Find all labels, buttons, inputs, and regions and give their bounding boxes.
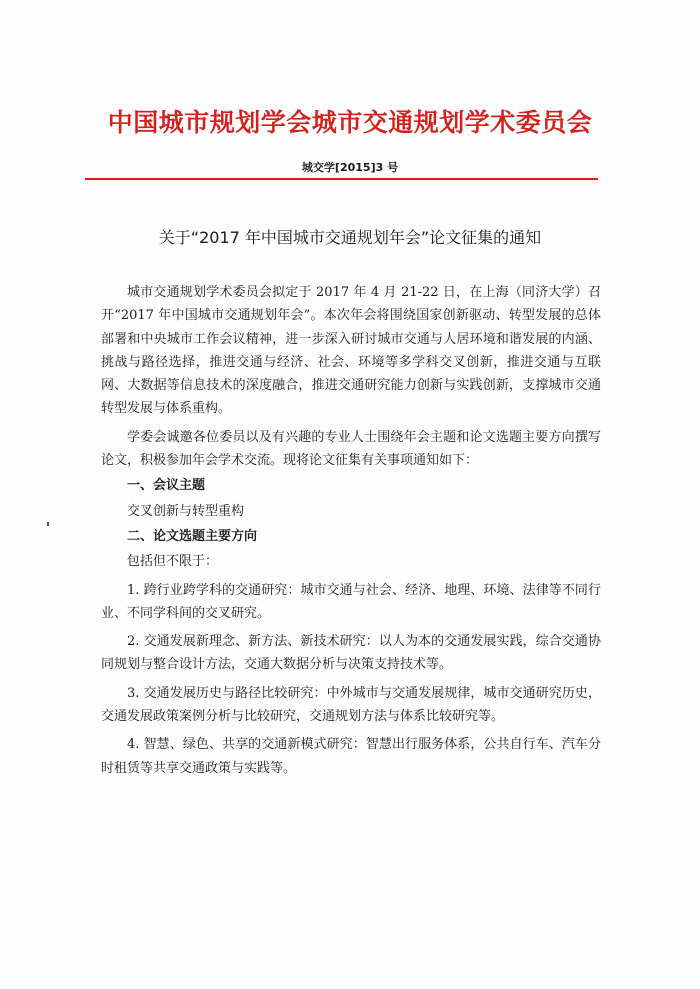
organization-title: 中国城市规划学会城市交通规划学术委员会: [107, 108, 593, 137]
document-number: 城交学[2015]3 号: [301, 161, 399, 174]
section-heading-topics: 二、论文选题主要方向: [127, 528, 258, 544]
document-body: [101, 281, 601, 780]
section-heading-theme: 一、会议主题: [127, 478, 206, 494]
scan-speck: [47, 522, 49, 526]
notice-title: 关于“2017 年中国城市交通规划年会”论文征集的通知: [158, 228, 542, 247]
topic-item-3: 3. 交通发展历史与路径比较研究：中外城市与交通发展规律，城市交通研究历史，交通发展政策案例分析与比较研究，交通规划方法与体系比较研究等。: [101, 685, 601, 725]
topics-lead: 包括但不限于：: [127, 554, 219, 570]
topic-item-2: 2. 交通发展新理念、新方法、新技术研究：以人为本的交通发展实践，综合交通协同规划与整合设计方法，交通大数据分析与决策支持技术等。: [101, 634, 601, 673]
topic-item-1: 1. 跨行业跨学科的交通研究：城市交通与社会、经济、地理、环境、法律等不同行业、不同学科间的交叉研究。: [101, 582, 601, 621]
invitation-paragraph: 学委会诚邀各位委员以及有兴趣的专业人士围绕年会主题和论文选题主要方向撰写论文，积极参加年会学术交流。现将论文征集有关事项通知如下：: [101, 429, 601, 469]
theme-text: 交叉创新与转型重构: [127, 503, 245, 519]
topic-item-4: 4. 智慧、绿色、共享的交通新模式研究：智慧出行服务体系，公共自行车、汽车分时租赁等共享交通政策与实践等。: [101, 737, 601, 776]
red-divider-line: [85, 178, 598, 180]
intro-paragraph: 城市交通规划学术委员会拟定于 2017 年 4 月 21-22 日，在上海（同济大学）召开“2017 年中国城市交通规划年会”。本次年会将围绕国家创新驱动、转型发展的总体部署和中央城市工作会议精神，进一步深入研讨城市交通与人居环境和谐发展的内涵、挑战与路径选择，推进交通与经济、社会、环境等多学科交叉创新，推进交通与互联网、大数据等信息技术的深度融合，推进交通研究能力创新与实践创新，支撑城市交通转型发展与体系重构。: [101, 285, 601, 417]
